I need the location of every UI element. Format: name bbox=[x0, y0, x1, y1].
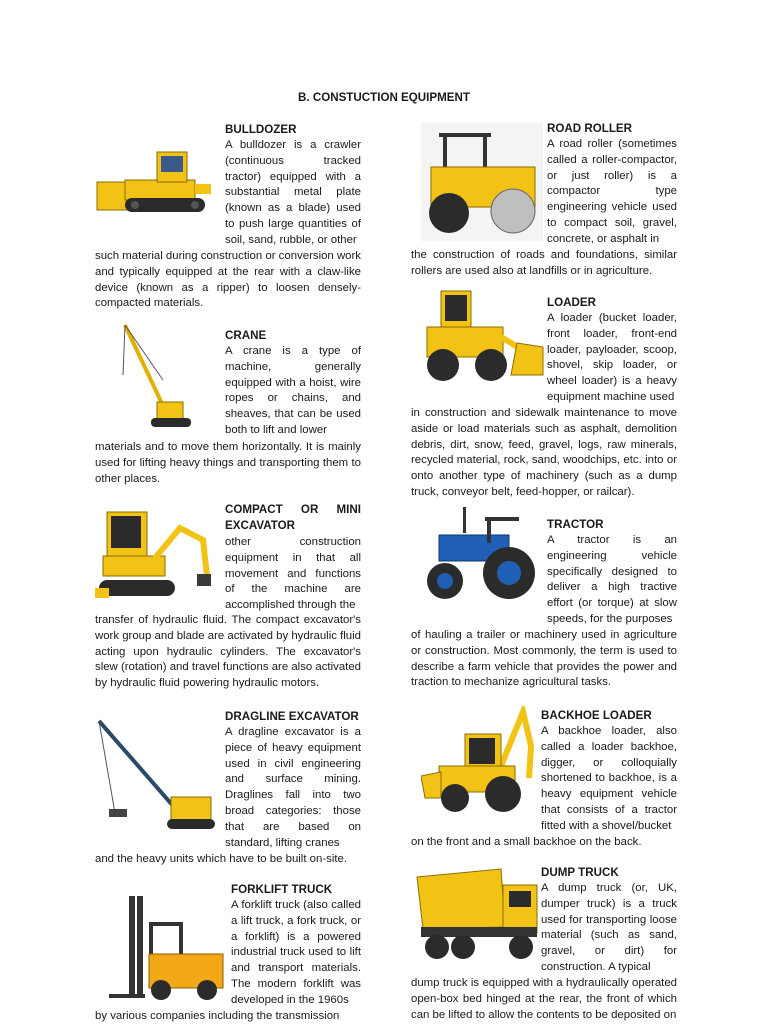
text-line: other construction bbox=[225, 536, 361, 548]
text-line: to compact soil, gravel, bbox=[547, 216, 677, 229]
text-line: and typically equipped at the rear with a claw-like bbox=[95, 265, 361, 278]
tractor-title: TRACTOR bbox=[547, 518, 604, 531]
road-roller-side-text bbox=[547, 137, 677, 248]
text-line: accomplished through the bbox=[225, 599, 356, 612]
text-line: A dump truck (or, UK, bbox=[541, 882, 677, 894]
text-line: machine, generally bbox=[225, 360, 361, 373]
text-line: describe a farm vehicle that provides the power and bbox=[411, 660, 677, 673]
text-line: fitted with a shovel/bucket bbox=[541, 819, 672, 832]
text-line: other places. bbox=[95, 472, 161, 485]
crane-body-text bbox=[95, 440, 361, 487]
text-line: of the machine are bbox=[225, 583, 361, 596]
text-line: A bulldozer is a crawler bbox=[225, 139, 361, 151]
dragline-photo bbox=[95, 717, 219, 837]
text-line: shovel, skip loader, or bbox=[547, 359, 677, 372]
text-line: a forklift) is a powered bbox=[231, 930, 361, 943]
text-line: shortened to backhoe, is a bbox=[541, 772, 677, 785]
dump-truck-photo bbox=[415, 865, 541, 969]
tractor-body-text bbox=[411, 628, 677, 691]
forklift-photo bbox=[109, 892, 225, 1008]
bulldozer-title: BULLDOZER bbox=[225, 123, 297, 136]
text-line: equipment machine used bbox=[547, 390, 675, 403]
text-line: compactor type bbox=[547, 185, 677, 198]
dragline-title: DRAGLINE EXCAVATOR bbox=[225, 710, 359, 723]
text-line: tractor) equipped with a bbox=[225, 170, 361, 183]
text-line: ropes or chains, and bbox=[225, 392, 361, 405]
loader-title: LOADER bbox=[547, 296, 596, 309]
text-line: digger, or colloquially bbox=[541, 756, 677, 769]
text-line: piece of heavy equipment bbox=[225, 741, 361, 754]
text-line: both to lift and lower bbox=[225, 423, 327, 436]
text-line: (known as a blade) used bbox=[225, 202, 361, 215]
text-line: a lift truck, a fork truck, or bbox=[231, 914, 361, 927]
title-line: EXCAVATOR bbox=[225, 518, 295, 532]
text-line: device (known as a ripper) to loosen densely- bbox=[95, 281, 361, 294]
road-roller-body-text bbox=[411, 248, 677, 280]
section-title: B. CONSTUCTION EQUIPMENT bbox=[298, 91, 470, 104]
text-line: equipment in that all bbox=[225, 551, 361, 564]
text-line: called a roller-compactor, bbox=[547, 153, 677, 166]
wheel-loader-photo bbox=[421, 287, 545, 387]
bulldozer-body-text bbox=[95, 249, 361, 312]
text-line: speeds, for the purposes bbox=[547, 612, 673, 625]
text-line: such material during construction or conversion work bbox=[95, 250, 361, 262]
text-line: industrial truck used to lift bbox=[231, 946, 361, 959]
loader-side-text bbox=[547, 311, 677, 406]
text-line: the construction of roads and foundations, similar bbox=[411, 249, 677, 261]
text-line: specifically designed to bbox=[547, 565, 677, 578]
text-line: and the heavy units which have to be built on-site. bbox=[95, 853, 348, 865]
text-line: concrete, or asphalt in bbox=[547, 232, 660, 245]
excavator-title bbox=[225, 502, 361, 534]
text-line: and transport materials. bbox=[231, 962, 361, 975]
text-line: used in civil engineering bbox=[225, 757, 361, 770]
tractor-photo bbox=[419, 505, 545, 625]
road-roller-title: ROAD ROLLER bbox=[547, 122, 633, 135]
text-line: loader, payloader, scoop, bbox=[547, 343, 677, 356]
text-line: acting upon hydraulic cylinders. The excavator's bbox=[95, 645, 361, 658]
text-line: heavy equipment vehicle bbox=[541, 788, 677, 801]
crane-title: CRANE bbox=[225, 329, 267, 342]
text-line: onto another type of machinery (such as a dump bbox=[411, 470, 677, 483]
backhoe-title: BACKHOE LOADER bbox=[541, 709, 652, 722]
text-line: A crane is a type of bbox=[225, 345, 361, 357]
text-line: rollers are used also at landfills or in agriculture. bbox=[411, 264, 653, 277]
text-line: recycled material, rock, sand, woodchips, etc. into or bbox=[411, 454, 677, 467]
text-line: soil, sand, rubble, or other bbox=[225, 233, 357, 246]
title-line: COMPACT OR MINI bbox=[225, 503, 361, 516]
text-line: truck, conveyor belt, feed-hopper, or railcar). bbox=[411, 485, 635, 498]
forklift-side-text bbox=[231, 898, 361, 1009]
text-line: transfer of hydraulic fluid. The compact excavator's bbox=[95, 614, 361, 626]
text-line: slew (rotation) and travel functions are also activated bbox=[95, 661, 361, 674]
text-line: gravel, or dirt) for bbox=[541, 945, 677, 958]
dump-truck-side-text bbox=[541, 881, 677, 976]
dump-truck-title: DUMP TRUCK bbox=[541, 866, 619, 879]
text-line: broad categories: those bbox=[225, 804, 361, 817]
text-line: called a loader backhoe, bbox=[541, 740, 677, 753]
text-line: dump truck is equipped with a hydraulically operated bbox=[411, 977, 677, 989]
text-line: sheaves, that can be used bbox=[225, 408, 361, 421]
crane-side-text bbox=[225, 344, 361, 439]
text-line: A forklift truck (also called bbox=[231, 899, 361, 911]
text-line: debris, dirt, snow, feed, gravel, logs, raw minerals, bbox=[411, 438, 677, 451]
text-line: A backhoe loader, also bbox=[541, 725, 677, 737]
text-line: (continuous tracked bbox=[225, 154, 361, 167]
excavator-side-text bbox=[225, 535, 361, 614]
text-line: that consists of a tractor bbox=[541, 803, 677, 816]
text-line: A road roller (sometimes bbox=[547, 138, 677, 150]
dump-truck-body-text bbox=[411, 976, 677, 1023]
text-line: by various companies including the transmission bbox=[95, 1010, 340, 1022]
text-line: A loader (bucket loader, bbox=[547, 312, 677, 324]
bulldozer-photo bbox=[95, 142, 215, 222]
text-line: or construction. Most commonly, the term is used to bbox=[411, 644, 677, 657]
text-line: dumper truck) is a truck bbox=[541, 897, 677, 910]
text-line: material (such as sand, bbox=[541, 929, 677, 942]
text-line: used for lifting heavy things and transporting them to bbox=[95, 456, 361, 469]
dragline-side-text bbox=[225, 725, 361, 851]
text-line: compacted materials. bbox=[95, 297, 204, 310]
text-line: movement and functions bbox=[225, 567, 361, 580]
dragline-body-text bbox=[95, 852, 361, 868]
text-line: construction. A typical bbox=[541, 960, 651, 973]
text-line: on the front and a small backhoe on the back. bbox=[411, 836, 642, 848]
forklift-title: FORKLIFT TRUCK bbox=[231, 883, 333, 896]
text-line: or just roller) is a bbox=[547, 169, 677, 182]
text-line: deliver a high tractive bbox=[547, 581, 677, 594]
loader-body-text bbox=[411, 406, 677, 501]
backhoe-side-text bbox=[541, 724, 677, 835]
text-line: engineering vehicle used bbox=[547, 201, 677, 214]
text-line: aside or load materials such as asphalt, demolition bbox=[411, 422, 677, 435]
text-line: equipped with a hoist, wire bbox=[225, 376, 361, 389]
text-line: by hydraulic fluid powering hydraulic motors. bbox=[95, 677, 320, 690]
text-line: substantial metal plate bbox=[225, 186, 361, 199]
text-line: can be lifted to allow the contents to be deposited on bbox=[411, 1008, 677, 1021]
text-line: of hauling a trailer or machinery used in agriculture bbox=[411, 629, 677, 641]
tractor-side-text bbox=[547, 533, 677, 628]
backhoe-body-text bbox=[411, 835, 677, 851]
text-line: engineering vehicle bbox=[547, 549, 677, 562]
text-line: materials and to move them horizontally. It is mainly bbox=[95, 441, 361, 453]
text-line: standard, lifting cranes bbox=[225, 836, 340, 849]
text-line: A tractor is an bbox=[547, 534, 677, 546]
text-line: The modern forklift was bbox=[231, 977, 361, 990]
backhoe-loader-photo bbox=[421, 706, 541, 826]
road-roller-photo bbox=[421, 123, 543, 241]
text-line: front loader, front-end bbox=[547, 327, 677, 340]
excavator-body-text bbox=[95, 613, 361, 692]
text-line: Draglines fall into two bbox=[225, 789, 361, 802]
text-line: traction to mechanize agricultural tasks. bbox=[411, 676, 612, 689]
text-line: wheel loader) is a heavy bbox=[547, 375, 677, 388]
text-line: work group and blade are activated by hydraulic fluid bbox=[95, 629, 361, 642]
mini-excavator-photo bbox=[95, 500, 215, 612]
text-line: effort (or torque) at slow bbox=[547, 597, 677, 610]
forklift-body-text bbox=[95, 1009, 361, 1025]
text-line: open-box bed hinged at the rear, the front of which bbox=[411, 992, 677, 1005]
text-line: to push large quantities of bbox=[225, 217, 361, 230]
text-line: used for transporting loose bbox=[541, 913, 677, 926]
crawler-crane-photo bbox=[115, 320, 195, 435]
text-line: developed in the 1960s bbox=[231, 993, 349, 1006]
text-line: and surface mining. bbox=[225, 773, 361, 786]
bulldozer-side-text bbox=[225, 138, 361, 249]
text-line: that are based on bbox=[225, 820, 361, 833]
text-line: A dragline excavator is a bbox=[225, 726, 361, 738]
text-line: in construction and sidewalk maintenance to move bbox=[411, 407, 677, 419]
